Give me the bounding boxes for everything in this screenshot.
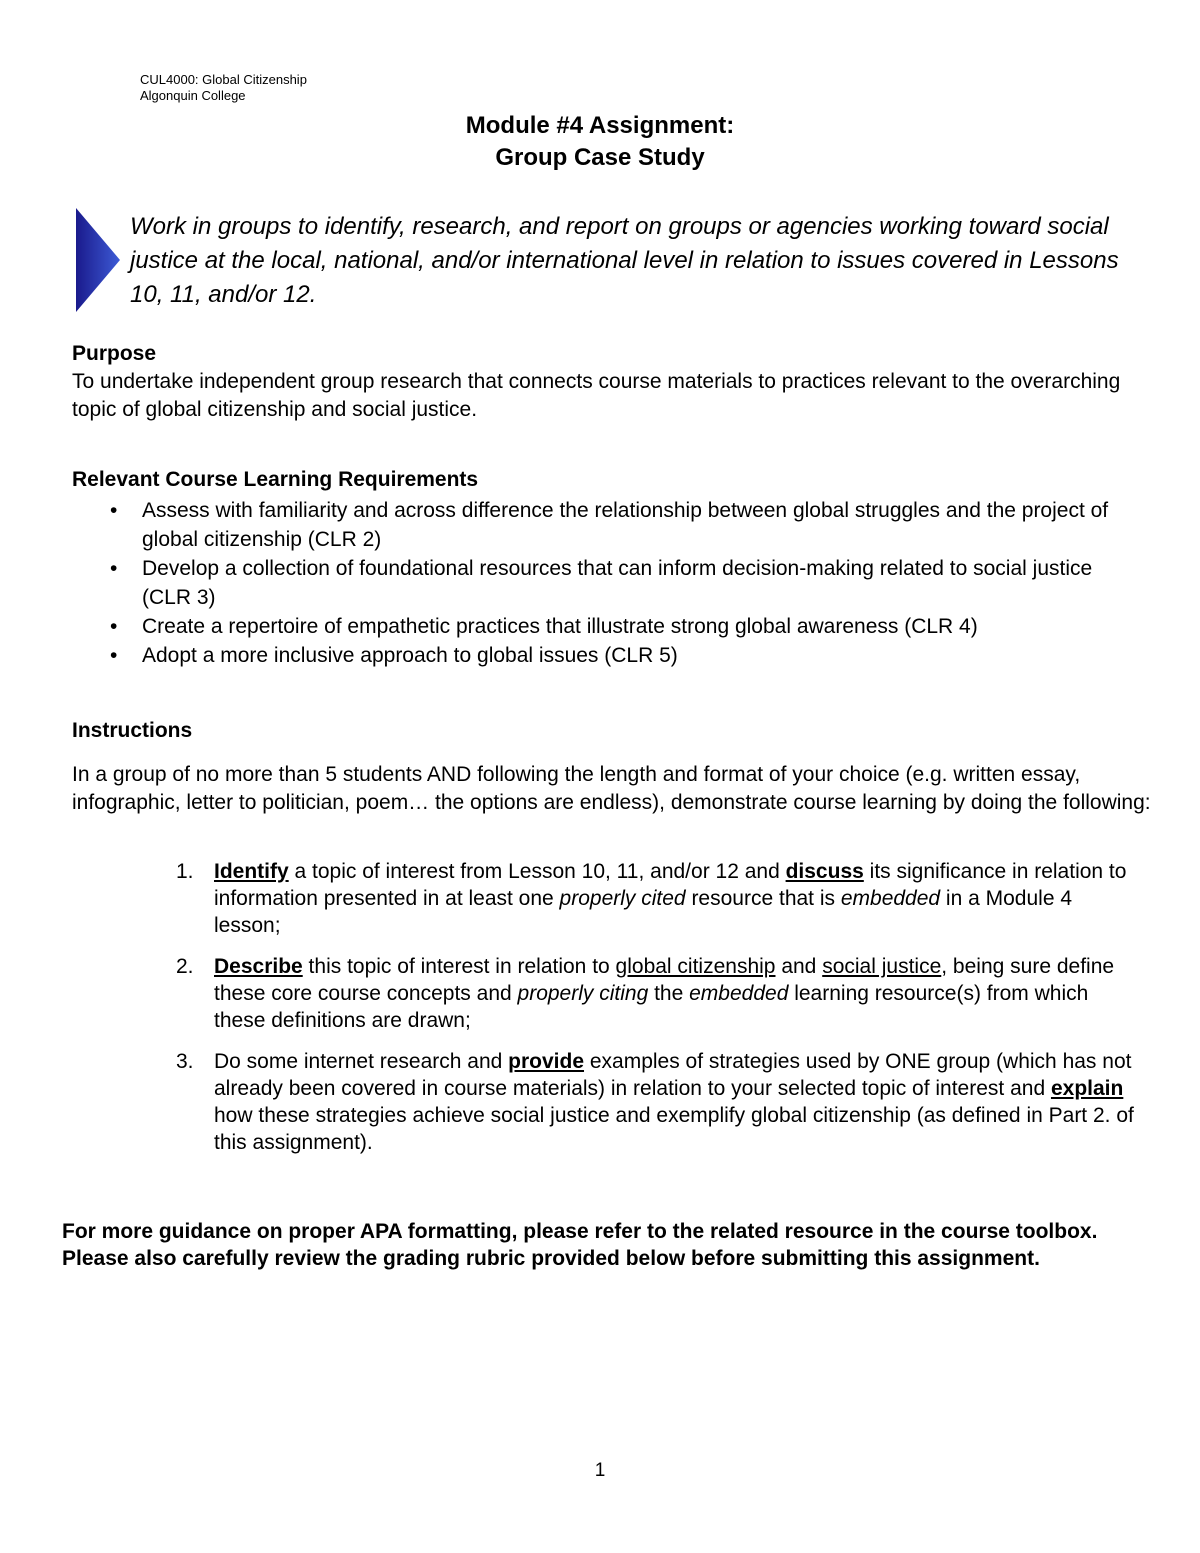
instructions-intro: In a group of no more than 5 students AND following the length and format of your choice (e.g. written essay, infographic, letter to politician, poem… the options are endless), demonstrate course learning by doing the following: xyxy=(72,763,1151,814)
step-text: this topic of interest in relation to xyxy=(302,955,616,978)
step-text: learning resource(s) from which these definitions are drawn; xyxy=(214,982,1089,1032)
step-number: 1. xyxy=(176,860,194,883)
step-text: in a Module 4 lesson; xyxy=(214,887,1073,937)
list-item xyxy=(176,1048,1134,1156)
purpose-heading: Purpose xyxy=(72,342,157,365)
step-number: 2. xyxy=(176,955,194,978)
list-item xyxy=(176,953,1134,1034)
steps-list xyxy=(176,858,1134,1170)
blue-arrow-icon xyxy=(76,208,120,312)
page-subtitle: Group Case Study xyxy=(495,144,705,171)
clr-list xyxy=(72,496,1132,670)
purpose-text: To undertake independent group research that connects course materials to practices relevant to the overarching topic of global citizenship and social justice. xyxy=(72,370,1121,421)
step-text: resource that is xyxy=(685,887,841,910)
list-item: • Develop a collection of foundational resources that can inform decision-making related to social justice (CLR 3) xyxy=(72,554,1132,612)
keyword: Identify xyxy=(214,860,289,883)
guidance-note: For more guidance on proper APA formatting, please refer to the related resource in the course toolbox. Please also carefully review the grading rubric provided below before submitting this assignment. xyxy=(62,1220,1098,1270)
keyword: Describe xyxy=(214,955,303,978)
step-text: its significance in relation to information presented in at least one xyxy=(214,860,1127,910)
instructions-heading: Instructions xyxy=(72,719,193,742)
italic-term: properly citing xyxy=(517,982,649,1005)
italic-term: embedded xyxy=(840,887,941,910)
keyword: discuss xyxy=(785,860,864,883)
intro-text: Work in groups to identify, research, and report on groups or agencies working toward social justice at the local, national, and/or international level in relation to issues covered in Lessons 10, 11, and/or 12. xyxy=(130,213,1119,308)
page-title: Module #4 Assignment: xyxy=(465,112,735,139)
keyword: explain xyxy=(1050,1077,1124,1100)
page-number: 1 xyxy=(594,1460,606,1481)
step-text: , being sure define these core course concepts and xyxy=(214,955,1115,1005)
header-college: Algonquin College xyxy=(140,88,246,103)
list-item xyxy=(176,858,1134,939)
keyword: provide xyxy=(508,1050,585,1073)
italic-term: properly cited xyxy=(559,887,686,910)
underlined-term: global citizenship xyxy=(615,955,776,978)
header-course: CUL4000: Global Citizenship xyxy=(140,72,307,87)
list-item: • Adopt a more inclusive approach to global issues (CLR 5) xyxy=(72,641,1132,670)
clr-heading: Relevant Course Learning Requirements xyxy=(72,468,479,491)
step-text: examples of strategies used by ONE group (which has not already been covered in course materials) in relation to your selected topic of interest and xyxy=(214,1050,1132,1100)
step-text: and xyxy=(775,955,823,978)
step-text: how these strategies achieve social justice and exemplify global citizenship (as defined in Part 2. of this assignment). xyxy=(214,1104,1134,1154)
step-text: a topic of interest from Lesson 10, 11, and/or 12 and xyxy=(288,860,786,883)
italic-term: embedded xyxy=(689,982,789,1005)
list-item: • Assess with familiarity and across difference the relationship between global struggles and the project of global citizenship (CLR 2) xyxy=(72,496,1132,554)
underlined-term: social justice xyxy=(822,955,942,978)
step-number: 3. xyxy=(176,1050,194,1073)
list-item: • Create a repertoire of empathetic practices that illustrate strong global awareness (CLR 4) xyxy=(72,612,1132,641)
step-text: Do some internet research and xyxy=(214,1050,509,1073)
step-text: the xyxy=(648,982,690,1005)
